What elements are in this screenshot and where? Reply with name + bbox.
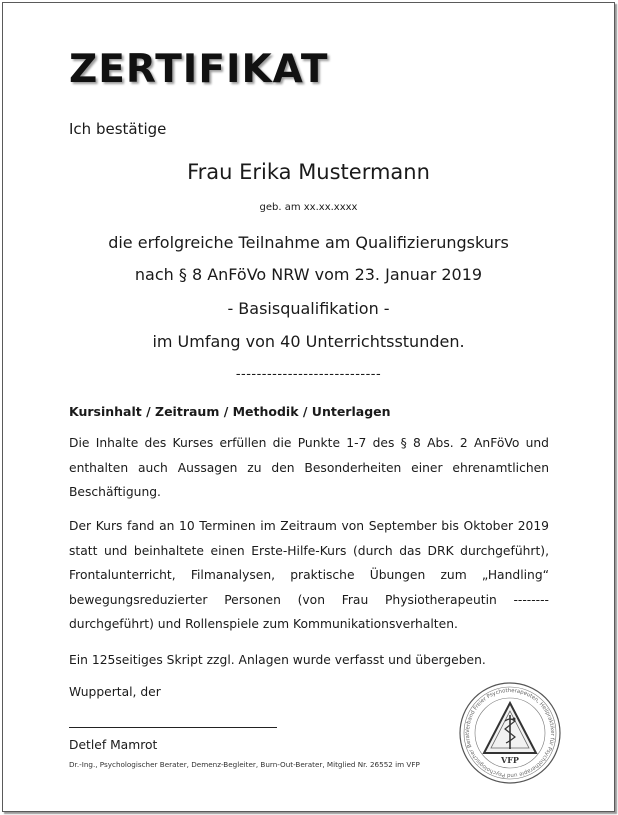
signer-credentials: Dr.-Ing., Psychologischer Berater, Demenz-Begleiter, Burn-Out-Berater, Mitglied Nr. 26552 im VFP: [69, 760, 420, 769]
section-heading: Kursinhalt / Zeitraum / Methodik / Unterlagen: [69, 404, 391, 419]
certificate-page: [2, 2, 615, 812]
signer-name: Detlef Mamrot: [69, 738, 158, 752]
course-content-paragraph: Die Inhalte des Kurses erfüllen die Punkte 1-7 des § 8 Abs. 2 AnFöVo und enthalten auch Aussagen zu den Besonderheiten einer ehrenamtlichen Beschäftigung.: [69, 436, 549, 499]
participation-line: die erfolgreiche Teilnahme am Qualifizierungskurs: [108, 233, 509, 252]
birth-date: geb. am xx.xx.xxxx: [259, 202, 358, 213]
vfp-seal: [458, 681, 562, 785]
place-date: Wuppertal, der: [69, 685, 161, 699]
seal-ring-text: Verband Freier Psychotherapeuten, Heilpraktiker für Psychotherapie und Psychologischer Berat: [464, 687, 556, 779]
certificate-title: ZERTIFIKAT: [69, 47, 329, 92]
script-paragraph: Ein 125seitiges Skript zzgl. Anlagen wurde verfasst und übergeben.: [69, 653, 486, 667]
seal-abbr: VFP: [501, 755, 519, 765]
hours-line: im Umfang von 40 Unterrichtsstunden.: [152, 332, 465, 351]
course-schedule-paragraph: Der Kurs fand an 10 Terminen im Zeitraum von September bis Oktober 2019 statt und beinhaltete einen Erste-Hilfe-Kurs (durch das DRK durchgeführt), Frontalunterricht, Filmanalysen, praktische Übungen zum „Handling“ bewegungsreduzierter Personen (von Frau Physiotherapeutin -------- durchgeführt) und Rollenspiele zum Kommunikationsverhalten.: [69, 519, 549, 631]
regulation-line: nach § 8 AnFöVo NRW vom 23. Januar 2019: [134, 265, 483, 284]
signature-line: [69, 727, 277, 728]
intro-text: Ich bestätige: [69, 120, 167, 138]
separator: ----------------------------: [235, 367, 382, 382]
recipient-name: Frau Erika Mustermann: [187, 160, 430, 184]
qualification-line: - Basisqualifikation -: [227, 299, 390, 318]
